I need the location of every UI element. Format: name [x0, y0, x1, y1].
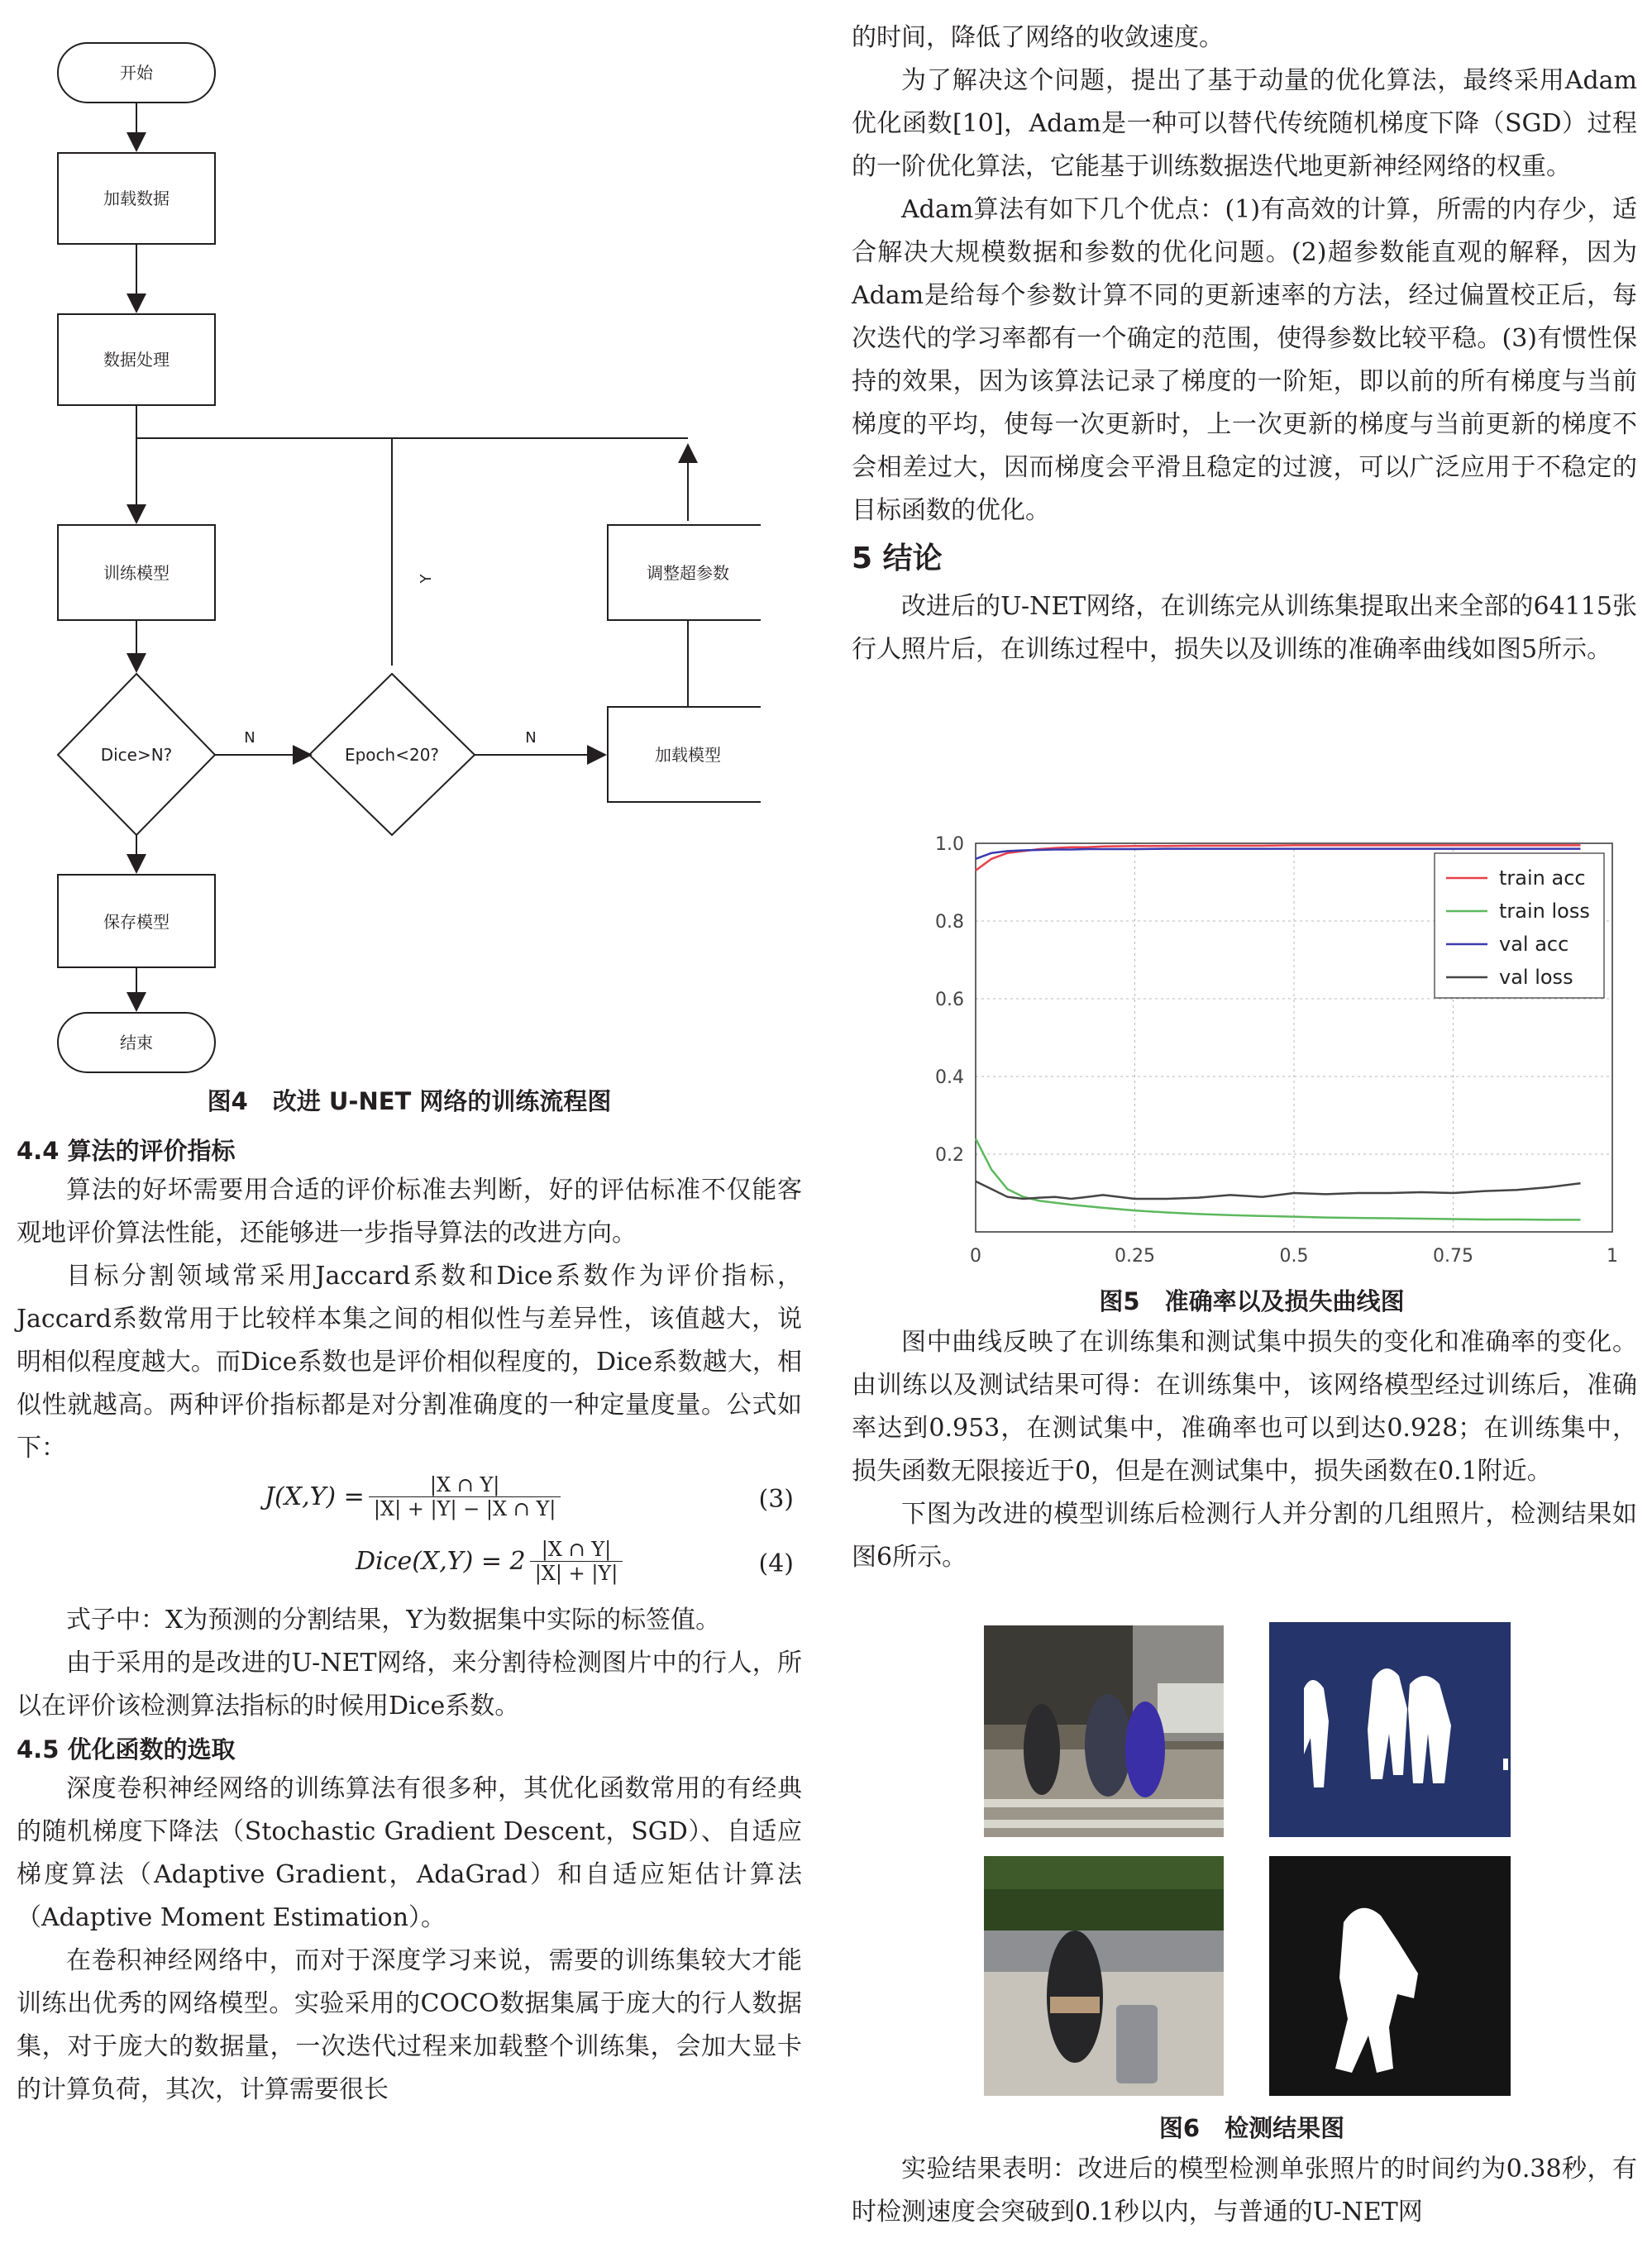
- figure-6-title: 检测结果图: [1225, 2114, 1345, 2142]
- y-tick-label: 0.8: [935, 912, 964, 933]
- right-column: [852, 0, 1652, 2267]
- epoch-label: Epoch<20?: [344, 745, 440, 765]
- paragraph-4-4-1: 算法的好坏需要用合适的评价标准去判断，好的评估标准不仅能客观地评价算法性能，还能够进一步指导算法的改进方向。: [17, 1176, 802, 1248]
- series-line-val-loss: [976, 1181, 1581, 1199]
- figure-5-number: 图5: [1099, 1287, 1140, 1315]
- eq4-numerator: |X ∩ Y|: [530, 1538, 623, 1562]
- mask-result-1: [1269, 1622, 1511, 1837]
- y-tick-label: 0.2: [935, 1145, 964, 1166]
- paragraph-r-2: 为了解决这个问题，提出了基于动量的优化算法，最终采用Adam优化函数[10]，Adam是一种可以替代传统随机梯度下降（SGD）过程的一阶优化算法，它能基于训练数据迭代地更新神经网络的权重。: [852, 66, 1637, 181]
- paragraph-r-5: 图中曲线反映了在训练集和测试集中损失的变化和准确率的变化。由训练以及测试结果可得：在训练集中，该网络模型经过训练后，准确率达到0.953，在测试集中，准确率也可以到达0.928；在训练集中，损失函数无限接近于0，但是在测试集中，损失函数在0.1附近。: [852, 1328, 1637, 1486]
- figure-4-caption: [0, 1083, 819, 1119]
- figure-6-number: 图6: [1158, 2114, 1201, 2142]
- equation-4: [17, 1534, 802, 1599]
- mask-result-2: [1269, 1856, 1511, 2096]
- y-tick-label: 1.0: [935, 834, 964, 855]
- street-crosswalk-photo: [984, 1625, 1224, 1837]
- x-tick-label: 0.25: [1115, 1246, 1155, 1267]
- paragraph-4-4-3: 式子中：X为预测的分割结果，Y为数据集中实际的标签值。: [66, 1606, 721, 1635]
- eq3-tag: (3): [758, 1485, 794, 1514]
- left-text-block: [17, 1133, 802, 2112]
- right-text-block-bottom: [852, 2148, 1637, 2234]
- left-column: [0, 0, 819, 2267]
- paragraph-4-4-2: 目标分割领域常采用Jaccard系数和Dice系数作为评价指标，Jaccard系数常用于比较样本集之间的相似性与差异性，该值越大，说明相似程度越大。而Dice系数也是评价相似程度的，Dice系数越大，相似性就越高。两种评价指标都是对分割准确度的一种定量度量。公式如下：: [17, 1262, 802, 1463]
- eq4-lhs: Dice(X,Y) = 2: [356, 1547, 526, 1576]
- figure-5-caption: [852, 1283, 1652, 1320]
- right-text-block-top: [852, 17, 1637, 671]
- adjust-hyper-label: 调整超参数: [647, 563, 729, 583]
- load-data-label: 加载数据: [103, 189, 169, 208]
- paragraph-r-1: 的时间，降低了网络的收敛速度。: [852, 23, 1224, 52]
- eq3-denominator: |X| + |Y| − |X ∩ Y|: [373, 1497, 556, 1520]
- train-model-label: 训练模型: [103, 563, 169, 583]
- right-text-block-mid: [852, 1321, 1637, 1579]
- x-tick-label: 0: [970, 1246, 981, 1267]
- x-tick-label: 0.5: [1279, 1246, 1309, 1267]
- figure-6-caption: [852, 2110, 1652, 2146]
- accuracy-loss-chart: [901, 827, 1629, 1281]
- y-tick-label: 0.4: [935, 1067, 964, 1088]
- legend-label: val acc: [1499, 933, 1569, 956]
- series-line-train-loss: [976, 1138, 1581, 1219]
- end-label: 结束: [120, 1033, 153, 1052]
- section-4-5-title: 4.5 优化函数的选取: [17, 1735, 236, 1763]
- x-tick-label: 0.75: [1433, 1246, 1473, 1267]
- figure-4-title: 改进 U-NET 网络的训练流程图: [272, 1087, 612, 1115]
- paragraph-r-7: 实验结果表明：改进后的模型检测单张照片的时间约为0.38秒，有时检测速度会突破到0.1秒以内，与普通的U-NET网: [852, 2155, 1637, 2226]
- equation-3: [17, 1470, 802, 1534]
- load-model-label: 加载模型: [655, 745, 721, 765]
- figure-5-title: 准确率以及损失曲线图: [1164, 1287, 1405, 1315]
- branch-y: Y: [418, 574, 435, 584]
- figure-4-number: 图4: [207, 1087, 248, 1115]
- paragraph-4-5-2: 在卷积神经网络中，而对于深度学习来说，需要的训练集较大才能训练出优秀的网络模型。实验采用的COCO数据集属于庞大的行人数据集，对于庞大的数据量，一次迭代过程来加载整个训练集，会加大显卡的计算负荷，其次，计算需要很长: [17, 1946, 802, 2104]
- person-with-luggage-photo: [984, 1856, 1224, 2096]
- section-4-4-title: 4.4 算法的评价指标: [17, 1137, 236, 1165]
- paragraph-4-5-1: 深度卷积神经网络的训练算法有很多种，其优化函数常用的有经典的随机梯度下降法（Stochastic Gradient Descent，SGD）、自适应梯度算法（Adaptive Gradient，AdaGrad）和自适应矩估计算法（Adaptive Moment Estimation）。: [17, 1774, 802, 1932]
- training-flowchart: [33, 33, 761, 1075]
- save-model-label: 保存模型: [103, 912, 169, 932]
- section-5-title: 5 结论: [852, 542, 943, 575]
- paragraph-4-4-4: 由于采用的是改进的U-NET网络，来分割待检测图片中的行人，所以在评价该检测算法指标的时候用Dice系数。: [17, 1649, 802, 1721]
- x-tick-label: 1: [1607, 1246, 1618, 1267]
- legend-label: train acc: [1499, 866, 1586, 890]
- y-tick-label: 0.6: [935, 990, 964, 1010]
- process-data-label: 数据处理: [103, 350, 169, 370]
- eq3-lhs: J(X,Y) =: [265, 1482, 365, 1511]
- eq3-numerator: |X ∩ Y|: [369, 1473, 561, 1497]
- legend-label: train loss: [1499, 900, 1590, 923]
- start-label: 开始: [120, 63, 153, 83]
- branch-n-2: N: [525, 729, 537, 747]
- paragraph-r-6: 下图为改进的模型训练后检测行人并分割的几组照片，检测结果如图6所示。: [852, 1500, 1637, 1572]
- branch-n-1: N: [244, 729, 255, 747]
- eq4-tag: (4): [758, 1549, 794, 1578]
- paragraph-r-4: 改进后的U-NET网络，在训练完从训练集提取出来全部的64115张行人照片后，在训练过程中，损失以及训练的准确率曲线如图5所示。: [852, 592, 1637, 664]
- paragraph-r-3: Adam算法有如下几个优点：(1)有高效的计算，所需的内存少，适合解决大规模数据和参数的优化问题。(2)超参数能直观的解释，因为Adam是给每个参数计算不同的更新速率的方法，经过偏置校正后，每次迭代的学习率都有一个确定的范围，使得参数比较平稳。(3)有惯性保持的效果，因为该算法记录了梯度的一阶矩，即以前的所有梯度与当前梯度的平均，使每一次更新时，上一次更新的梯度与当前更新的梯度不会相差过大，因而梯度会平滑且稳定的过渡，可以广泛应用于不稳定的目标函数的优化。: [852, 195, 1637, 525]
- dice-label: Dice>N?: [100, 745, 173, 765]
- eq4-denominator: |X| + |Y|: [534, 1562, 618, 1585]
- legend-label: val loss: [1499, 966, 1573, 989]
